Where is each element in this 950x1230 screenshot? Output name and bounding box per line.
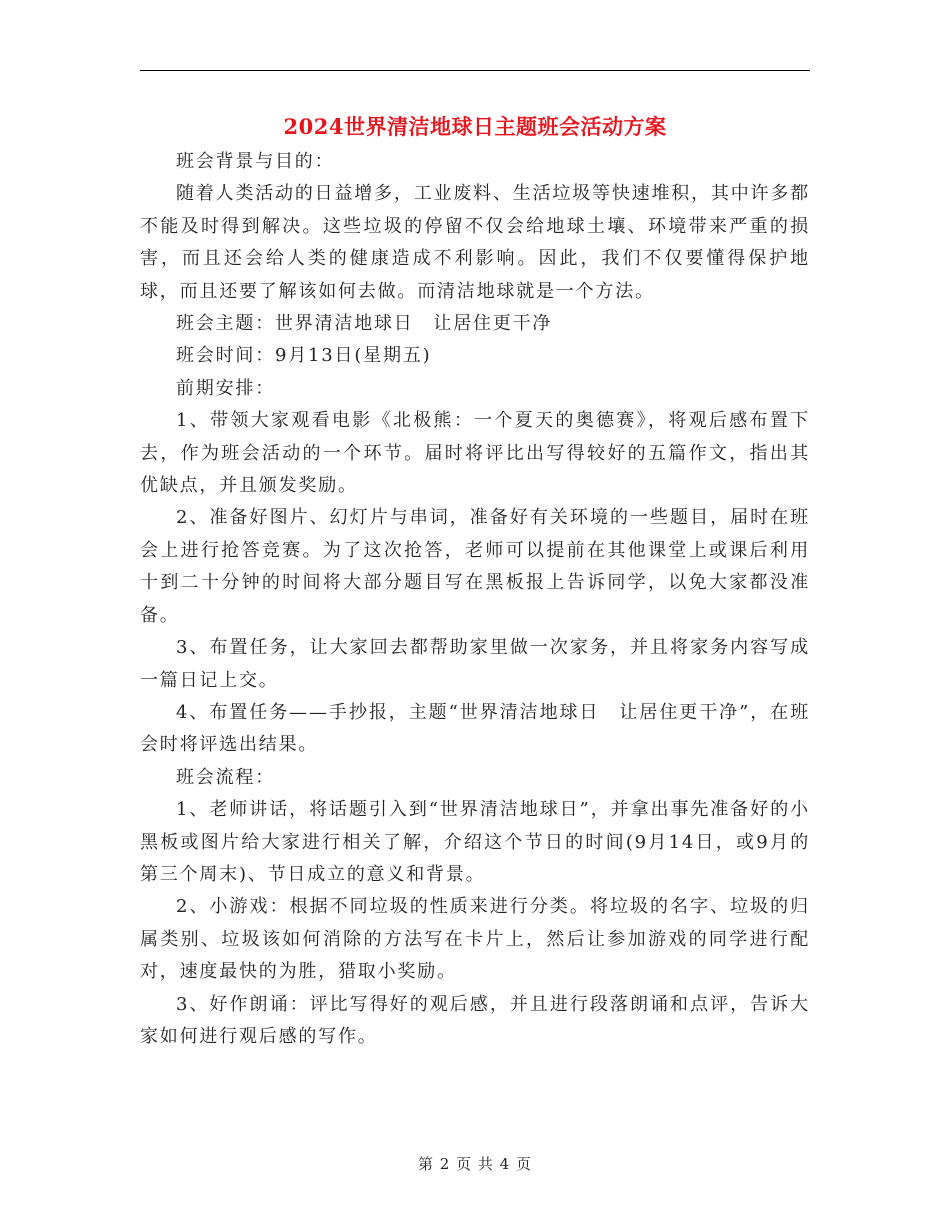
paragraph-preparation-4: 4、布置任务——手抄报，主题“世界清洁地球日 让居住更干净”，在班会时将评选出结果。 — [140, 701, 810, 756]
page-footer: 第 2 页 共 4 页 — [418, 1155, 532, 1173]
paragraph-process-2: 2、小游戏：根据不同垃圾的性质来进行分类。将垃圾的名字、垃圾的归属类别、垃圾该如何消除的方法写在卡片上，然后让参加游戏的同学进行配对，速度最快的为胜，猎取小奖励。 — [140, 896, 810, 983]
header-rule — [140, 70, 810, 71]
paragraph-background-heading: 班会背景与目的： — [176, 151, 335, 172]
document-body — [140, 146, 810, 1053]
paragraph-preparation-heading: 前期安排： — [176, 377, 275, 399]
paragraph-preparation-3: 3、布置任务，让大家回去都帮助家里做一次家务，并且将家务内容写成一篇日记上交。 — [140, 637, 810, 691]
paragraph-process-3: 3、好作朗诵：评比写得好的观后感，并且进行段落朗诵和点评，告诉大家如何进行观后感的写作。 — [140, 993, 810, 1047]
document-title: 2024世界清洁地球日主题班会活动方案 — [283, 114, 667, 139]
paragraph-process-1: 1、老师讲话，将话题引入到“世界清洁地球日”，并拿出事先准备好的小黑板或图片给大家进行相关了解，介绍这个节日的时间(9月14日，或9月的第三个周末)、节日成立的意义和背景。 — [140, 799, 810, 885]
paragraph-preparation-2: 2、准备好图片、幻灯片与串词，准备好有关环境的一些题目，届时在班会上进行抢答竞赛。为了这次抢答，老师可以提前在其他课堂上或课后利用十到二十分钟的时间将大部分题目写在黑板报上告诉同学，以免大家都没准备。 — [140, 507, 810, 626]
paragraph-background-text: 随着人类活动的日益增多，工业废料、生活垃圾等快速堆积，其中许多都不能及时得到解决。这些垃圾的停留不仅会给地球土壤、环境带来严重的损害，而且还会给人类的健康造成不利影响。因此，我们不仅要懂得保护地球，而且还要了解该如何去做。而清洁地球就是一个方法。 — [140, 183, 810, 302]
paragraph-time: 班会时间：9月13日(星期五) — [176, 345, 432, 367]
paragraph-process-heading: 班会流程： — [176, 766, 275, 788]
paragraph-preparation-1: 1、带领大家观看电影《北极熊：一个夏天的奥德赛》，将观后感布置下去，作为班会活动的一个环节。届时将评比出写得较好的五篇作文，指出其优缺点，并且颁发奖励。 — [140, 410, 810, 497]
paragraph-theme: 班会主题：世界清洁地球日 让居住更干净 — [176, 313, 553, 335]
